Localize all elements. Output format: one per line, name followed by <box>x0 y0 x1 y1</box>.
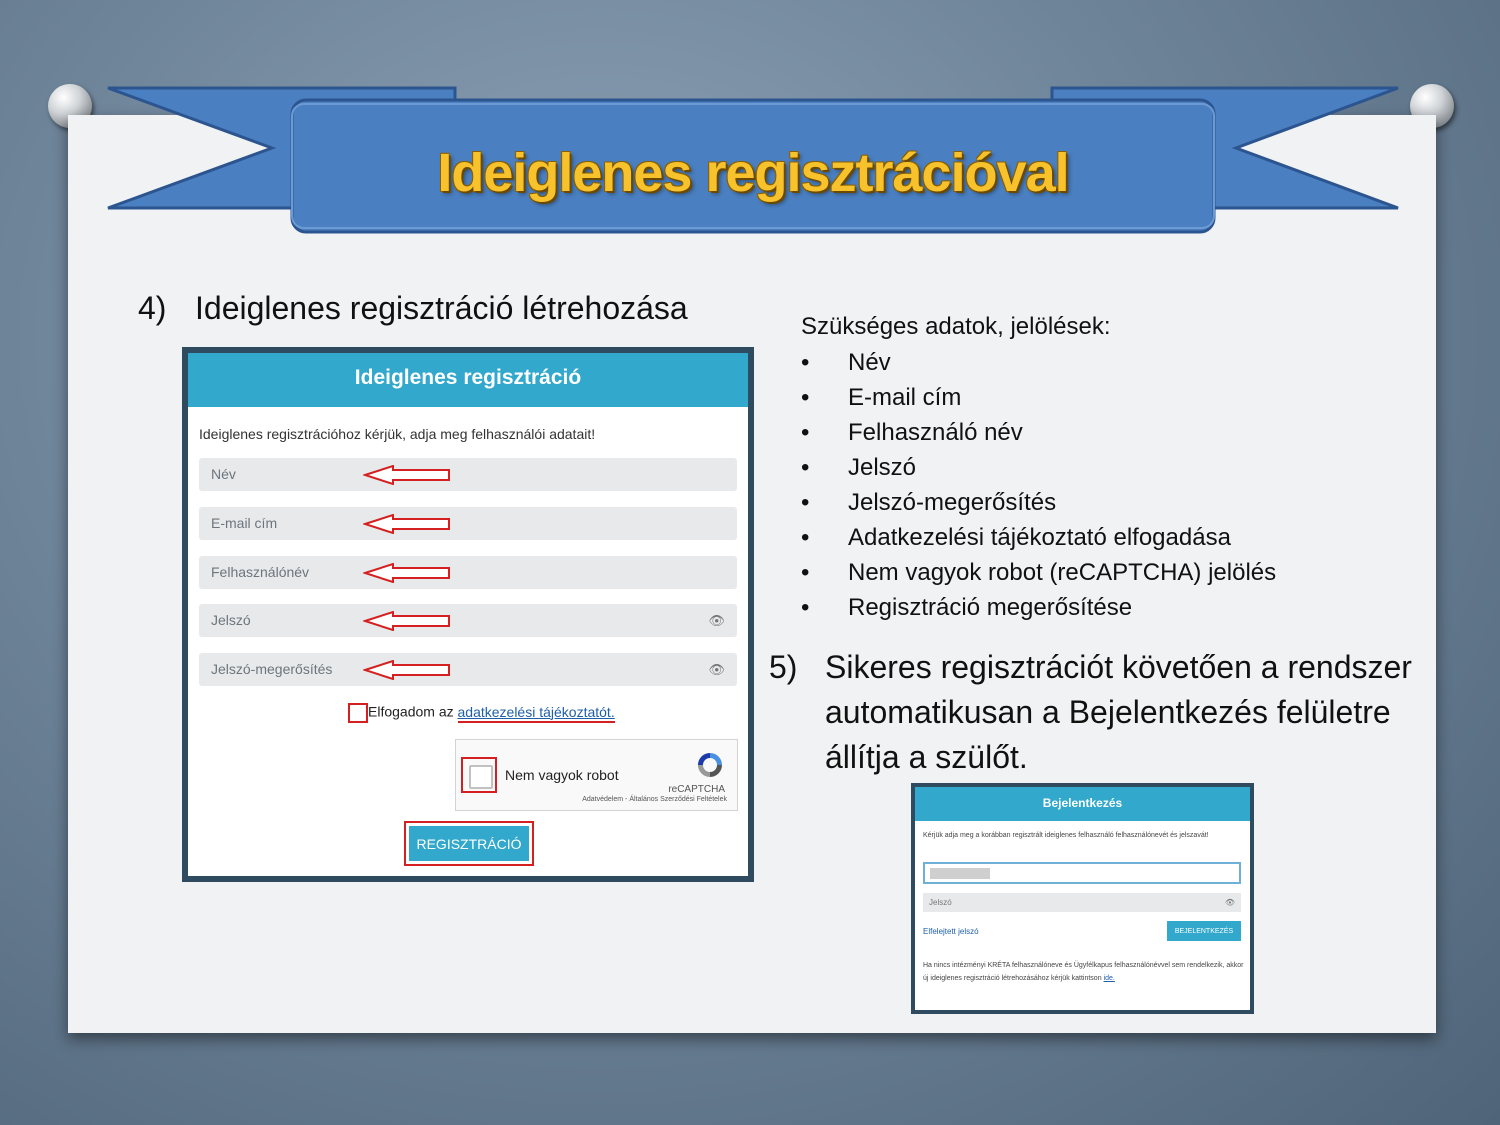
name-field[interactable] <box>199 458 737 491</box>
username-field[interactable] <box>199 556 737 589</box>
name-placeholder: Név <box>211 466 236 482</box>
list-item: • E-mail cím <box>801 382 1276 417</box>
list-item: • Jelszó <box>801 452 1276 487</box>
list-item: • Nem vagyok robot (reCAPTCHA) jelölés <box>801 557 1276 592</box>
login-username-input[interactable] <box>923 862 1241 884</box>
password-confirm-placeholder: Jelszó-megerősítés <box>211 661 333 677</box>
requirements-list <box>801 347 1276 627</box>
password-confirm-field[interactable] <box>199 653 737 686</box>
arrow-left-icon <box>363 611 451 631</box>
register-button-highlight <box>404 821 534 866</box>
step-5-heading <box>769 645 1445 780</box>
accept-text: Elfogadom az <box>368 703 454 720</box>
registration-form <box>188 353 748 876</box>
login-button[interactable]: BEJELENTKEZÉS <box>1167 921 1241 941</box>
password-field[interactable] <box>199 604 737 637</box>
recaptcha-brand: reCAPTCHA <box>668 784 725 795</box>
login-note <box>923 959 1245 985</box>
list-item: • Regisztráció megerősítése <box>801 592 1276 627</box>
username-placeholder: Felhasználónév <box>211 564 310 580</box>
slide-title: Ideiglenes regisztrációval <box>437 143 1069 203</box>
recaptcha-terms[interactable]: Adatvédelem - Általános Szerződési Feltételek <box>582 796 727 803</box>
login-note-link[interactable]: ide. <box>1103 975 1115 982</box>
title-ribbon <box>0 0 1500 260</box>
register-button[interactable]: REGISZTRÁCIÓ <box>409 826 529 861</box>
login-intro: Kérjük adja meg a korábban regisztrált ideiglenes felhasználó felhasználónevét és jelszavát! <box>923 832 1209 839</box>
login-form <box>915 787 1250 1010</box>
password-placeholder: Jelszó <box>211 612 251 628</box>
step-4-text: Ideiglenes regisztráció létrehozása <box>195 290 688 326</box>
login-password-placeholder: Jelszó <box>929 898 952 907</box>
recaptcha-widget <box>455 739 738 811</box>
username-value-mask <box>930 868 990 879</box>
recaptcha-label: Nem vagyok robot <box>505 767 619 783</box>
recaptcha-logo-icon <box>695 750 725 780</box>
eye-icon[interactable]: 👁 <box>708 613 725 628</box>
requirements-title: Szükséges adatok, jelölések: <box>801 313 1111 340</box>
step-4-heading <box>138 290 688 327</box>
login-password-input[interactable] <box>923 893 1241 912</box>
accept-row <box>348 703 615 723</box>
accept-checkbox[interactable] <box>348 703 368 723</box>
email-field[interactable] <box>199 507 737 540</box>
list-item: • Adatkezelési tájékoztató elfogadása <box>801 522 1276 557</box>
login-form-screenshot <box>911 783 1254 1014</box>
registration-form-screenshot <box>182 347 754 882</box>
step-4-number: 4) <box>138 290 167 326</box>
list-item: • Felhasználó név <box>801 417 1276 452</box>
registration-intro: Ideiglenes regisztrációhoz kérjük, adja meg felhasználói adatait! <box>199 426 596 442</box>
arrow-left-icon <box>363 465 451 485</box>
privacy-policy-link[interactable]: adatkezelési tájékoztatót. <box>458 704 615 723</box>
eye-icon[interactable]: 👁 <box>708 662 725 677</box>
recaptcha-checkbox[interactable] <box>461 757 497 793</box>
list-item: • Név <box>801 347 1276 382</box>
list-item: • Jelszó-megerősítés <box>801 487 1276 522</box>
login-note-text: Ha nincs intézményi KRÉTA felhasználóneve és Ügyfélkapus felhasználónévvel sem rendelkezik, akkor új ideiglenes regisztráció létrehozásához kérjük kattintson <box>923 962 1244 982</box>
forgot-password-link[interactable]: Elfelejtett jelszó <box>923 927 979 936</box>
email-placeholder: E-mail cím <box>211 515 278 531</box>
step-5-number: 5) <box>769 649 798 685</box>
eye-icon[interactable]: 👁 <box>1224 898 1235 907</box>
arrow-left-icon <box>363 660 451 680</box>
login-header: Bejelentkezés <box>915 787 1250 821</box>
arrow-left-icon <box>363 514 451 534</box>
arrow-left-icon <box>363 563 451 583</box>
registration-header: Ideiglenes regisztráció <box>188 353 748 407</box>
step-5-text: Sikeres regisztrációt követően a rendszer automatikusan a Bejelentkezés felületre állítja a szülőt. <box>825 649 1412 775</box>
